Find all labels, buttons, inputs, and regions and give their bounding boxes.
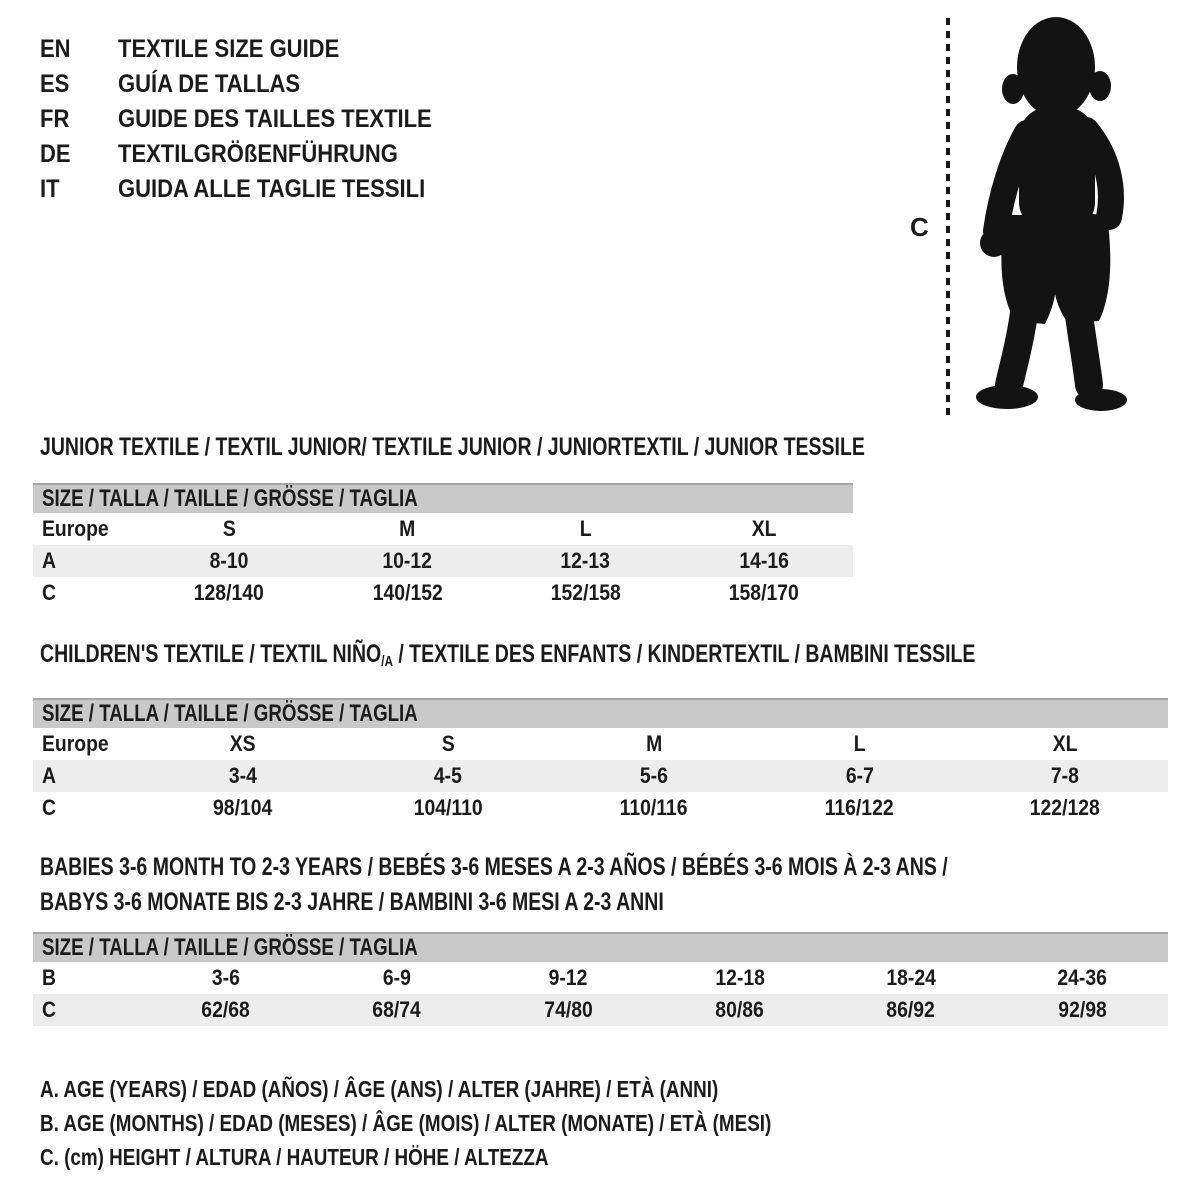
lang-code-text: EN bbox=[40, 35, 71, 63]
footnote-age-months bbox=[40, 1106, 932, 1140]
footnotes bbox=[40, 1072, 932, 1174]
footnote-age-years bbox=[40, 1072, 932, 1106]
children-title-post: / TEXTILE DES ENFANTS / KINDERTEXTIL / BAMBINI TESSILE bbox=[392, 640, 976, 668]
size-cell-text: 9-12 bbox=[548, 965, 588, 990]
babies-row-height bbox=[33, 994, 1168, 1026]
size-cell bbox=[654, 965, 825, 991]
size-cell-text: 86/92 bbox=[886, 997, 936, 1022]
size-cell bbox=[962, 795, 1168, 821]
row-label-text: B bbox=[42, 965, 56, 990]
row-label-text: C bbox=[42, 795, 56, 820]
footnote-text: C. (cm) HEIGHT / ALTURA / HAUTEUR / HÖHE / ALTEZZA bbox=[40, 1144, 549, 1170]
row-label bbox=[33, 965, 140, 991]
row-label bbox=[33, 580, 140, 606]
size-cell-text: 122/128 bbox=[1030, 795, 1101, 820]
size-cell-text: 98/104 bbox=[213, 795, 273, 820]
size-header-text: SIZE / TALLA / TAILLE / GRÖSSE / TAGLIA bbox=[42, 485, 418, 512]
size-cell bbox=[757, 731, 963, 757]
size-cell bbox=[497, 580, 675, 606]
row-label-text: A bbox=[42, 548, 56, 573]
babies-title-line2: BABYS 3-6 MONATE BIS 2-3 JAHRE / BAMBINI 3-6 MESI A 2-3 ANNI bbox=[40, 888, 664, 916]
lang-row-fr bbox=[40, 102, 475, 137]
junior-row-europe bbox=[33, 513, 853, 545]
children-title-pre: CHILDREN'S TEXTILE / TEXTIL NIÑO bbox=[40, 640, 382, 668]
lang-row-it bbox=[40, 172, 475, 207]
size-cell bbox=[140, 548, 318, 574]
row-label bbox=[33, 516, 140, 542]
size-cell bbox=[551, 731, 757, 757]
size-cell-text: 104/110 bbox=[413, 795, 483, 820]
size-cell-text: M bbox=[645, 731, 663, 756]
lang-label bbox=[118, 137, 436, 172]
size-cell-text: S bbox=[441, 731, 455, 756]
size-cell-text: 80/86 bbox=[715, 997, 764, 1022]
size-cell-text: 12-18 bbox=[714, 965, 765, 990]
size-cell-text: 5-6 bbox=[640, 763, 668, 788]
babies-title-line1: BABIES 3-6 MONTH TO 2-3 YEARS / BEBÉS 3-6 MESES A 2-3 AÑOS / BÉBÉS 3-6 MOIS À 2-3 ANS / bbox=[40, 853, 948, 881]
size-cell-text: 3-4 bbox=[228, 763, 257, 788]
size-cell bbox=[825, 997, 996, 1023]
size-cell bbox=[551, 763, 757, 789]
size-cell bbox=[140, 580, 318, 606]
lang-label bbox=[118, 172, 467, 207]
size-cell-text: XL bbox=[1052, 731, 1078, 756]
size-cell-text: L bbox=[853, 731, 866, 756]
lang-code-text: ES bbox=[40, 70, 70, 98]
lang-row-es bbox=[40, 67, 475, 102]
size-cell bbox=[962, 731, 1168, 757]
row-label bbox=[33, 731, 140, 757]
children-section bbox=[33, 640, 1168, 824]
children-row-height bbox=[33, 792, 1168, 824]
footnote-height-cm bbox=[40, 1140, 932, 1174]
row-label-text: A bbox=[42, 763, 56, 788]
children-section-title-text bbox=[40, 640, 975, 676]
size-cell bbox=[997, 965, 1168, 991]
size-cell bbox=[346, 731, 552, 757]
lang-label bbox=[118, 32, 369, 67]
size-cell-text: 24-36 bbox=[1057, 965, 1108, 990]
size-cell bbox=[140, 763, 346, 789]
babies-size-header-bar bbox=[33, 932, 1168, 962]
lang-code bbox=[40, 102, 118, 137]
row-label-text: C bbox=[42, 997, 56, 1022]
size-cell bbox=[318, 548, 496, 574]
lang-code-text: DE bbox=[40, 140, 71, 168]
height-dashed-line bbox=[946, 18, 950, 416]
lang-row-de bbox=[40, 137, 475, 172]
size-cell bbox=[483, 997, 654, 1023]
size-cell-text: 6-7 bbox=[845, 763, 874, 788]
size-cell bbox=[757, 795, 963, 821]
size-cell-text: 152/158 bbox=[550, 580, 621, 605]
junior-section-title bbox=[40, 433, 865, 461]
size-cell bbox=[346, 795, 552, 821]
size-cell-text: 10-12 bbox=[382, 548, 433, 573]
row-label bbox=[33, 997, 140, 1023]
size-cell-text: 62/68 bbox=[201, 997, 250, 1022]
size-cell bbox=[675, 516, 853, 542]
size-cell bbox=[140, 997, 311, 1023]
children-row-age bbox=[33, 760, 1168, 792]
size-cell-text: 8-10 bbox=[209, 548, 249, 573]
junior-row-height bbox=[33, 577, 853, 609]
size-cell bbox=[654, 997, 825, 1023]
babies-section-title bbox=[40, 850, 1168, 920]
children-section-title bbox=[40, 640, 1168, 676]
size-cell bbox=[483, 965, 654, 991]
footnote-text: A. AGE (YEARS) / EDAD (AÑOS) / ÂGE (ANS) / ALTER (JAHRE) / ETÀ (ANNI) bbox=[40, 1076, 719, 1102]
lang-code bbox=[40, 32, 118, 67]
size-cell bbox=[346, 763, 552, 789]
row-label-text: C bbox=[42, 580, 56, 605]
lang-label bbox=[118, 67, 325, 102]
size-header-text: SIZE / TALLA / TAILLE / GRÖSSE / TAGLIA bbox=[42, 934, 418, 961]
size-cell bbox=[675, 548, 853, 574]
babies-section bbox=[33, 850, 1168, 1026]
size-cell bbox=[318, 516, 496, 542]
row-label-text: Europe bbox=[42, 731, 109, 756]
size-cell-text: 68/74 bbox=[372, 997, 422, 1022]
size-cell bbox=[551, 795, 757, 821]
lang-code bbox=[40, 67, 118, 102]
size-cell-text: 128/140 bbox=[194, 580, 265, 605]
lang-label-text: GUIDA ALLE TAGLIE TESSILI bbox=[118, 175, 426, 203]
size-cell bbox=[318, 580, 496, 606]
size-cell bbox=[140, 731, 346, 757]
size-cell bbox=[825, 965, 996, 991]
lang-code bbox=[40, 137, 118, 172]
children-row-europe bbox=[33, 728, 1168, 760]
size-cell bbox=[497, 548, 675, 574]
size-cell bbox=[311, 997, 482, 1023]
row-label bbox=[33, 763, 140, 789]
size-cell bbox=[140, 516, 318, 542]
size-cell-text: 6-9 bbox=[383, 965, 411, 990]
size-cell-text: XS bbox=[229, 731, 256, 756]
size-cell-text: M bbox=[399, 516, 416, 541]
size-cell-text: 14-16 bbox=[739, 548, 789, 573]
size-cell-text: 74/80 bbox=[544, 997, 593, 1022]
size-cell bbox=[675, 580, 853, 606]
size-cell-text: 116/122 bbox=[825, 795, 895, 820]
children-size-header-bar bbox=[33, 698, 1168, 728]
row-label bbox=[33, 548, 140, 574]
size-cell-text: 4-5 bbox=[434, 763, 463, 788]
footnote-text: B. AGE (MONTHS) / EDAD (MESES) / ÂGE (MOIS) / ALTER (MONATE) / ETÀ (MESI) bbox=[40, 1110, 772, 1136]
size-cell-text: XL bbox=[751, 516, 777, 541]
size-cell bbox=[497, 516, 675, 542]
size-cell-text: 158/170 bbox=[728, 580, 799, 605]
lang-label-text: GUÍA DE TALLAS bbox=[118, 70, 301, 98]
height-measure-label: C bbox=[910, 212, 929, 242]
row-label-text: Europe bbox=[42, 516, 109, 541]
lang-label bbox=[118, 102, 475, 137]
row-label bbox=[33, 795, 140, 821]
junior-row-age bbox=[33, 545, 853, 577]
size-cell-text: 12-13 bbox=[560, 548, 611, 573]
size-header-text: SIZE / TALLA / TAILLE / GRÖSSE / TAGLIA bbox=[42, 700, 418, 727]
size-cell-text: 92/98 bbox=[1058, 997, 1107, 1022]
lang-row-en bbox=[40, 32, 475, 67]
size-cell-text: 18-24 bbox=[886, 965, 936, 990]
size-cell bbox=[140, 795, 346, 821]
lang-label-text: GUIDE DES TAILLES TEXTILE bbox=[118, 105, 432, 133]
size-cell-text: 110/116 bbox=[620, 795, 688, 820]
size-cell-text: S bbox=[222, 516, 236, 541]
size-cell bbox=[997, 997, 1168, 1023]
junior-section bbox=[33, 433, 865, 609]
size-cell bbox=[311, 965, 482, 991]
lang-code-text: FR bbox=[40, 105, 70, 133]
size-cell-text: 140/152 bbox=[372, 580, 443, 605]
size-cell-text: 7-8 bbox=[1051, 763, 1080, 788]
size-cell-text: L bbox=[579, 516, 592, 541]
lang-code-text: IT bbox=[40, 175, 60, 203]
junior-size-header-bar bbox=[33, 483, 853, 513]
size-cell bbox=[140, 965, 311, 991]
junior-section-title-text: JUNIOR TEXTILE / TEXTIL JUNIOR/ TEXTILE JUNIOR / JUNIORTEXTIL / JUNIOR TESSILE bbox=[40, 433, 865, 461]
babies-row-months bbox=[33, 962, 1168, 994]
lang-code bbox=[40, 172, 118, 207]
toddler-silhouette-icon bbox=[963, 15, 1135, 415]
size-cell bbox=[757, 763, 963, 789]
lang-label-text: TEXTILGRÖßENFÜHRUNG bbox=[118, 140, 398, 168]
lang-label-text: TEXTILE SIZE GUIDE bbox=[118, 35, 340, 63]
language-header bbox=[40, 32, 475, 207]
size-cell bbox=[962, 763, 1168, 789]
size-cell-text: 3-6 bbox=[211, 965, 240, 990]
children-title-subscript: /A bbox=[381, 653, 393, 670]
